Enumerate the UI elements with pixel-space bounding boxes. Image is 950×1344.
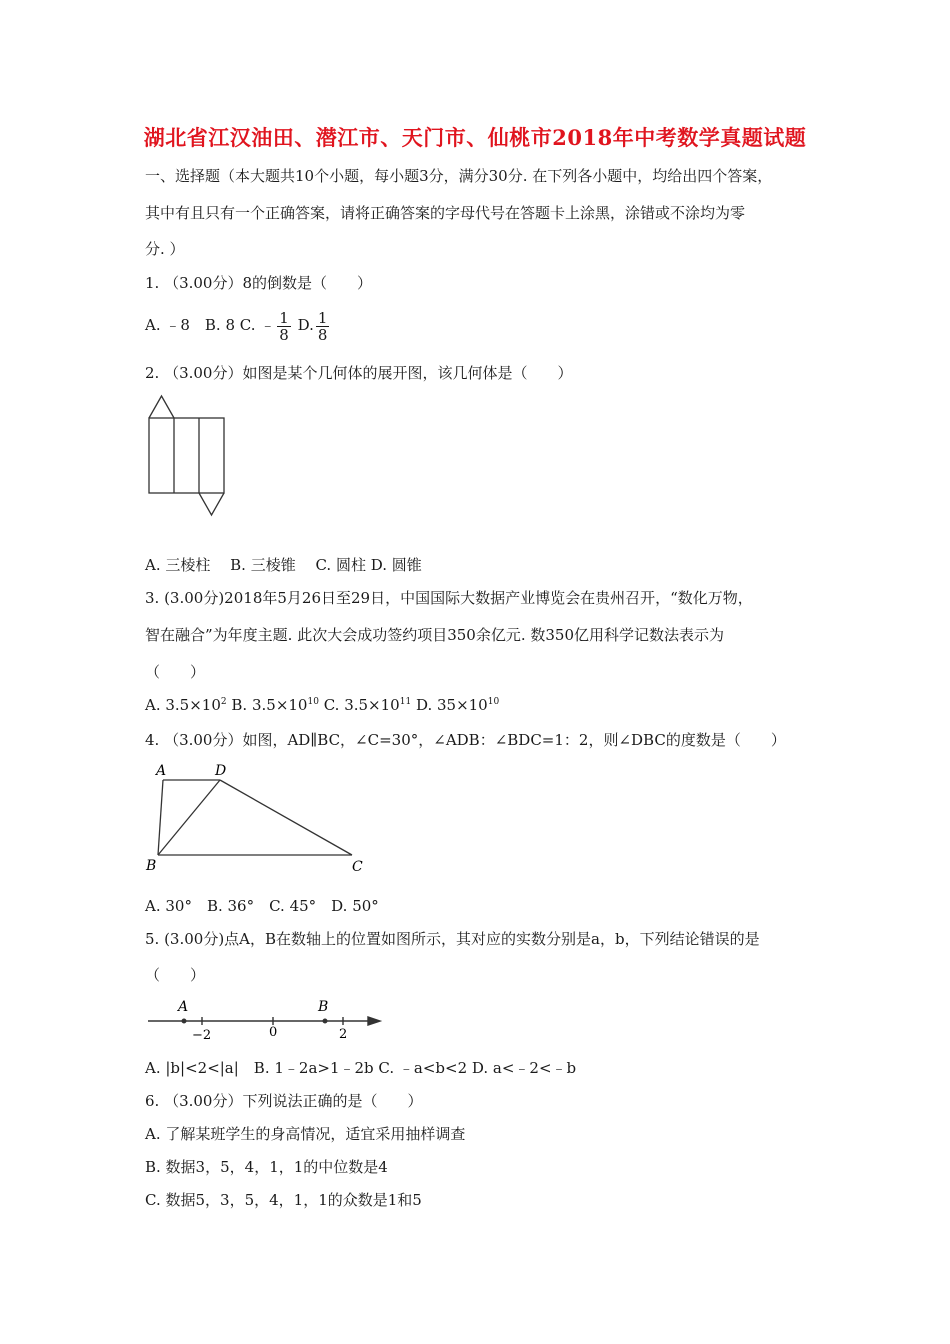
- q3-line-1: 3. (3.00分)2018年5月26日至29日，中国国际大数据产业博览会在贵州召开，“数化万物，: [145, 589, 753, 607]
- q5-label-b: B: [318, 999, 329, 1015]
- q2-stem: 2. （3.00分）如图是某个几何体的展开图，该几何体是（ ）: [145, 364, 573, 382]
- q5-axis-arrow: [368, 1017, 380, 1025]
- q4-segment-dc: [220, 780, 352, 855]
- q1-options: [145, 306, 331, 344]
- q4-trapezoid-figure: [140, 758, 380, 880]
- q3-option-b-exponent: 10: [307, 697, 319, 707]
- q5-number-line-figure: [140, 995, 390, 1045]
- q1-fraction-d: [316, 310, 330, 343]
- q1-fraction-d-den: 8: [317, 325, 328, 344]
- q4-label-b: B: [146, 858, 157, 874]
- q1-fraction-d-num: 1: [317, 308, 328, 327]
- q6-option-a: A. 了解某班学生的身高情况，适宜采用抽样调查: [145, 1125, 466, 1143]
- q3-option-c: C. 3.5×10: [323, 696, 400, 714]
- q5-options: A. |b|<2<|a| B. 1﹣2a>1﹣2b C. ﹣a<b<2 D. a<﹣2<﹣b: [145, 1059, 577, 1077]
- q5-point-b: [323, 1019, 327, 1023]
- q4-label-c: C: [352, 859, 363, 875]
- q5-tick-label-2: 2: [339, 1027, 348, 1042]
- q3-option-d: D. 35×10: [415, 696, 488, 714]
- section-instruction-line-2: 其中有且只有一个正确答案，请将正确答案的字母代号在答题卡上涂黑，涂错或不涂均为零: [145, 204, 746, 222]
- q1-fraction-c-num: 1: [279, 308, 289, 327]
- page-title: 湖北省江汉油田、潜江市、天门市、仙桃市2018年中考数学真题试题: [143, 125, 807, 150]
- q5-tick-label-neg2: −2: [192, 1028, 212, 1043]
- q1-options-abc: A. ﹣8 B. 8 C. ﹣: [145, 316, 276, 334]
- q5-label-a: A: [178, 999, 189, 1015]
- q6-option-b: B. 数据3，5，4，1，1的中位数是4: [145, 1158, 388, 1176]
- q3-option-c-exponent: 11: [399, 697, 412, 707]
- q4-label-d: D: [215, 763, 227, 779]
- q4-label-a: A: [156, 763, 167, 779]
- q3-option-a-exponent: 2: [220, 697, 227, 707]
- q4-options: A. 30° B. 36° C. 45° D. 50°: [145, 897, 379, 915]
- section-instruction-line-3: 分. ）: [145, 240, 185, 258]
- q5-point-a: [182, 1019, 186, 1023]
- q5-tick-label-0: 0: [269, 1025, 278, 1040]
- q2-options: A. 三棱柱 B. 三棱锥 C. 圆柱 D. 圆锥: [145, 556, 422, 574]
- q1-fraction-c: [277, 310, 291, 343]
- q3-option-d-exponent: 10: [487, 697, 500, 707]
- q1-fraction-c-den: 8: [279, 325, 289, 344]
- q3-option-a: A. 3.5×10: [145, 696, 221, 714]
- q3-options: [145, 695, 499, 715]
- q2-prism-net-figure: [140, 390, 240, 520]
- q3-option-b: B. 3.5×10: [231, 696, 308, 714]
- q3-line-3: （ ）: [145, 663, 206, 681]
- q3-line-2: 智在融合”为年度主题. 此次大会成功签约项目350余亿元. 数350亿用科学记数法表示为: [145, 626, 725, 644]
- q4-stem: 4. （3.00分）如图，AD∥BC，∠C=30°，∠ADB：∠BDC=1：2，则∠DBC的度数是（ ）: [145, 731, 786, 749]
- q1-stem: 1. （3.00分）8的倒数是（ ）: [145, 274, 373, 292]
- q5-line-1: 5. (3.00分)点A，B在数轴上的位置如图所示，其对应的实数分别是a，b，下列结论错误的是: [145, 930, 760, 948]
- q4-segment-ab: [158, 780, 163, 855]
- q6-option-c: C. 数据5，3，5，4，1，1的众数是1和5: [145, 1191, 422, 1209]
- q6-stem: 6. （3.00分）下列说法正确的是（ ）: [145, 1092, 423, 1110]
- q2-net-top-triangle: [149, 396, 174, 418]
- section-instruction-line-1: 一、选择题（本大题共10个小题，每小题3分，满分30分. 在下列各小题中，均给出四个答案，: [145, 167, 773, 185]
- q1-options-d: D.: [297, 316, 314, 334]
- q2-net-bottom-triangle: [199, 493, 224, 515]
- q5-line-2: （ ）: [145, 966, 206, 984]
- q4-segment-bd: [158, 780, 220, 855]
- q2-net-rectangle: [149, 418, 224, 493]
